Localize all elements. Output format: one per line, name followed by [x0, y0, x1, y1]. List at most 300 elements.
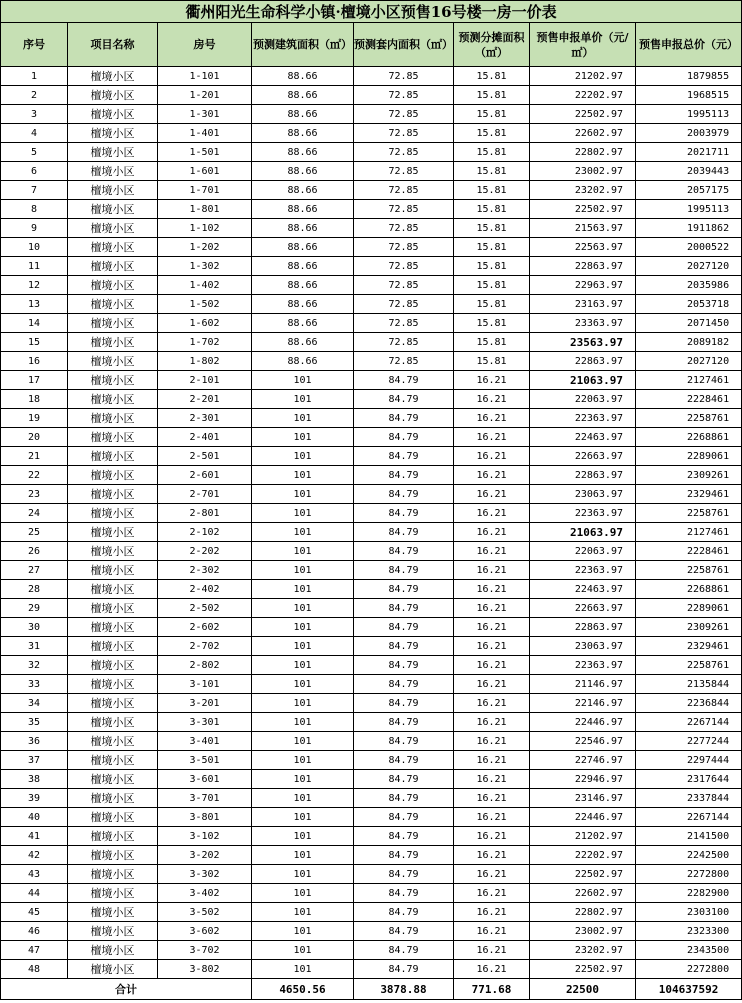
cell-project-name: 檀境小区 [68, 276, 158, 295]
table-row [1, 333, 742, 352]
cell-project-name: 檀境小区 [68, 143, 158, 162]
cell-inner-area: 84.79 [354, 884, 454, 903]
cell-index: 31 [1, 637, 68, 656]
cell-shared-area: 16.21 [454, 941, 530, 960]
cell-index: 48 [1, 960, 68, 979]
cell-shared-area: 15.81 [454, 314, 530, 333]
cell-index: 17 [1, 371, 68, 390]
table-row [1, 428, 742, 447]
cell-inner-area: 72.85 [354, 105, 454, 124]
cell-shared-area: 16.21 [454, 485, 530, 504]
cell-unit-price: 22802.97 [530, 903, 636, 922]
cell-unit-price: 22502.97 [530, 200, 636, 219]
cell-build-area: 88.66 [252, 238, 354, 257]
cell-room: 1-801 [158, 200, 252, 219]
cell-inner-area: 84.79 [354, 542, 454, 561]
cell-shared-area: 16.21 [454, 371, 530, 390]
cell-unit-price: 23002.97 [530, 162, 636, 181]
cell-inner-area: 84.79 [354, 409, 454, 428]
cell-index: 8 [1, 200, 68, 219]
cell-project-name: 檀境小区 [68, 466, 158, 485]
cell-build-area: 101 [252, 789, 354, 808]
cell-inner-area: 84.79 [354, 561, 454, 580]
cell-unit-price: 22446.97 [530, 713, 636, 732]
cell-inner-area: 84.79 [354, 675, 454, 694]
cell-index: 26 [1, 542, 68, 561]
cell-total-price: 2071450 [636, 314, 742, 333]
cell-inner-area: 72.85 [354, 219, 454, 238]
cell-total-price: 2039443 [636, 162, 742, 181]
cell-shared-area: 16.21 [454, 675, 530, 694]
cell-total-price: 2268861 [636, 428, 742, 447]
cell-project-name: 檀境小区 [68, 884, 158, 903]
cell-project-name: 檀境小区 [68, 200, 158, 219]
cell-shared-area: 16.21 [454, 656, 530, 675]
cell-total-price: 2329461 [636, 637, 742, 656]
cell-build-area: 101 [252, 960, 354, 979]
cell-room: 3-502 [158, 903, 252, 922]
cell-shared-area: 15.81 [454, 200, 530, 219]
cell-project-name: 檀境小区 [68, 333, 158, 352]
table-row [1, 295, 742, 314]
cell-total-price: 2000522 [636, 238, 742, 257]
cell-index: 40 [1, 808, 68, 827]
table-row [1, 618, 742, 637]
cell-inner-area: 72.85 [354, 276, 454, 295]
table-row [1, 580, 742, 599]
cell-index: 34 [1, 694, 68, 713]
cell-shared-area: 16.21 [454, 542, 530, 561]
cell-index: 46 [1, 922, 68, 941]
cell-inner-area: 84.79 [354, 827, 454, 846]
cell-total-price: 2343500 [636, 941, 742, 960]
cell-total-price: 2236844 [636, 694, 742, 713]
cell-unit-price: 22563.97 [530, 238, 636, 257]
cell-index: 12 [1, 276, 68, 295]
table-row [1, 162, 742, 181]
cell-project-name: 檀境小区 [68, 751, 158, 770]
cell-shared-area: 15.81 [454, 162, 530, 181]
cell-unit-price: 22863.97 [530, 618, 636, 637]
cell-room: 3-102 [158, 827, 252, 846]
cell-unit-price: 21063.97 [530, 523, 636, 542]
cell-project-name: 檀境小区 [68, 561, 158, 580]
table-row [1, 960, 742, 979]
cell-inner-area: 84.79 [354, 580, 454, 599]
cell-index: 28 [1, 580, 68, 599]
cell-project-name: 檀境小区 [68, 295, 158, 314]
cell-inner-area: 84.79 [354, 789, 454, 808]
totals-inner-area: 3878.88 [354, 979, 454, 1000]
cell-room: 2-802 [158, 656, 252, 675]
cell-project-name: 檀境小区 [68, 846, 158, 865]
cell-build-area: 88.66 [252, 181, 354, 200]
cell-index: 45 [1, 903, 68, 922]
table-row [1, 903, 742, 922]
cell-build-area: 88.66 [252, 257, 354, 276]
cell-index: 9 [1, 219, 68, 238]
cell-build-area: 101 [252, 485, 354, 504]
cell-shared-area: 16.21 [454, 618, 530, 637]
cell-unit-price: 23063.97 [530, 485, 636, 504]
cell-unit-price: 23202.97 [530, 941, 636, 960]
cell-project-name: 檀境小区 [68, 789, 158, 808]
cell-inner-area: 84.79 [354, 903, 454, 922]
cell-project-name: 檀境小区 [68, 827, 158, 846]
cell-total-price: 2329461 [636, 485, 742, 504]
cell-room: 3-401 [158, 732, 252, 751]
cell-unit-price: 22602.97 [530, 124, 636, 143]
cell-room: 3-601 [158, 770, 252, 789]
cell-build-area: 88.66 [252, 200, 354, 219]
cell-shared-area: 15.81 [454, 276, 530, 295]
cell-index: 43 [1, 865, 68, 884]
totals-unit-price: 22500 [530, 979, 636, 1000]
cell-total-price: 2127461 [636, 371, 742, 390]
table-row [1, 371, 742, 390]
cell-project-name: 檀境小区 [68, 219, 158, 238]
cell-index: 32 [1, 656, 68, 675]
cell-shared-area: 15.81 [454, 257, 530, 276]
table-row [1, 789, 742, 808]
cell-inner-area: 84.79 [354, 808, 454, 827]
cell-project-name: 檀境小区 [68, 694, 158, 713]
cell-shared-area: 16.21 [454, 466, 530, 485]
cell-inner-area: 72.85 [354, 200, 454, 219]
cell-index: 21 [1, 447, 68, 466]
cell-build-area: 101 [252, 827, 354, 846]
cell-inner-area: 84.79 [354, 637, 454, 656]
cell-inner-area: 84.79 [354, 941, 454, 960]
cell-index: 47 [1, 941, 68, 960]
cell-room: 2-101 [158, 371, 252, 390]
cell-unit-price: 22863.97 [530, 257, 636, 276]
cell-unit-price: 23002.97 [530, 922, 636, 941]
table-row [1, 941, 742, 960]
cell-shared-area: 16.21 [454, 751, 530, 770]
cell-room: 2-701 [158, 485, 252, 504]
cell-project-name: 檀境小区 [68, 770, 158, 789]
cell-build-area: 88.66 [252, 333, 354, 352]
cell-inner-area: 84.79 [354, 846, 454, 865]
cell-total-price: 2242500 [636, 846, 742, 865]
header-index: 序号 [1, 23, 68, 67]
cell-index: 20 [1, 428, 68, 447]
cell-project-name: 檀境小区 [68, 409, 158, 428]
cell-index: 22 [1, 466, 68, 485]
totals-label: 合计 [1, 979, 252, 1000]
cell-room: 2-402 [158, 580, 252, 599]
cell-project-name: 檀境小区 [68, 618, 158, 637]
cell-index: 39 [1, 789, 68, 808]
cell-build-area: 101 [252, 599, 354, 618]
cell-project-name: 檀境小区 [68, 238, 158, 257]
cell-room: 1-401 [158, 124, 252, 143]
cell-room: 2-301 [158, 409, 252, 428]
cell-room: 1-802 [158, 352, 252, 371]
cell-unit-price: 22202.97 [530, 86, 636, 105]
cell-index: 10 [1, 238, 68, 257]
cell-total-price: 2337844 [636, 789, 742, 808]
cell-total-price: 1995113 [636, 105, 742, 124]
cell-shared-area: 16.21 [454, 922, 530, 941]
cell-unit-price: 23163.97 [530, 295, 636, 314]
cell-index: 1 [1, 67, 68, 86]
totals-row [1, 979, 742, 1000]
cell-project-name: 檀境小区 [68, 485, 158, 504]
cell-project-name: 檀境小区 [68, 447, 158, 466]
cell-room: 3-101 [158, 675, 252, 694]
cell-project-name: 檀境小区 [68, 428, 158, 447]
cell-unit-price: 23363.97 [530, 314, 636, 333]
cell-shared-area: 15.81 [454, 86, 530, 105]
table-row [1, 770, 742, 789]
cell-inner-area: 72.85 [354, 333, 454, 352]
table-row [1, 219, 742, 238]
cell-room: 1-501 [158, 143, 252, 162]
cell-index: 11 [1, 257, 68, 276]
table-row [1, 542, 742, 561]
cell-shared-area: 16.21 [454, 884, 530, 903]
cell-total-price: 1995113 [636, 200, 742, 219]
cell-shared-area: 15.81 [454, 238, 530, 257]
cell-shared-area: 16.21 [454, 561, 530, 580]
cell-total-price: 2317644 [636, 770, 742, 789]
cell-unit-price: 22146.97 [530, 694, 636, 713]
cell-room: 3-501 [158, 751, 252, 770]
cell-total-price: 2289061 [636, 447, 742, 466]
cell-build-area: 101 [252, 903, 354, 922]
cell-build-area: 101 [252, 713, 354, 732]
cell-total-price: 2089182 [636, 333, 742, 352]
cell-project-name: 檀境小区 [68, 656, 158, 675]
cell-project-name: 檀境小区 [68, 922, 158, 941]
cell-room: 1-502 [158, 295, 252, 314]
cell-build-area: 88.66 [252, 67, 354, 86]
cell-unit-price: 21146.97 [530, 675, 636, 694]
table-body [1, 67, 742, 979]
table-row [1, 409, 742, 428]
cell-total-price: 1879855 [636, 67, 742, 86]
cell-total-price: 2297444 [636, 751, 742, 770]
cell-room: 3-702 [158, 941, 252, 960]
cell-build-area: 101 [252, 447, 354, 466]
cell-shared-area: 15.81 [454, 352, 530, 371]
cell-room: 3-402 [158, 884, 252, 903]
cell-inner-area: 72.85 [354, 295, 454, 314]
cell-room: 2-401 [158, 428, 252, 447]
cell-room: 2-501 [158, 447, 252, 466]
cell-build-area: 101 [252, 694, 354, 713]
cell-index: 35 [1, 713, 68, 732]
cell-project-name: 檀境小区 [68, 181, 158, 200]
cell-shared-area: 16.21 [454, 713, 530, 732]
cell-shared-area: 15.81 [454, 67, 530, 86]
cell-project-name: 檀境小区 [68, 314, 158, 333]
cell-inner-area: 84.79 [354, 732, 454, 751]
cell-index: 44 [1, 884, 68, 903]
cell-index: 5 [1, 143, 68, 162]
cell-inner-area: 72.85 [354, 181, 454, 200]
cell-build-area: 101 [252, 846, 354, 865]
cell-unit-price: 22202.97 [530, 846, 636, 865]
cell-index: 30 [1, 618, 68, 637]
cell-index: 38 [1, 770, 68, 789]
cell-build-area: 88.66 [252, 314, 354, 333]
cell-unit-price: 21063.97 [530, 371, 636, 390]
cell-shared-area: 15.81 [454, 333, 530, 352]
cell-unit-price: 22802.97 [530, 143, 636, 162]
page-title: 衢州阳光生命科学小镇·檀境小区预售16号楼一房一价表 [1, 1, 742, 23]
cell-index: 16 [1, 352, 68, 371]
cell-index: 7 [1, 181, 68, 200]
cell-inner-area: 72.85 [354, 67, 454, 86]
cell-inner-area: 84.79 [354, 504, 454, 523]
cell-project-name: 檀境小区 [68, 865, 158, 884]
cell-shared-area: 16.21 [454, 504, 530, 523]
header-shared-area: 预测分摊面积（㎡） [454, 23, 530, 67]
cell-inner-area: 72.85 [354, 124, 454, 143]
cell-project-name: 檀境小区 [68, 162, 158, 181]
cell-build-area: 88.66 [252, 124, 354, 143]
header-unit-price: 预售申报单价（元/㎡） [530, 23, 636, 67]
table-row [1, 827, 742, 846]
cell-room: 3-302 [158, 865, 252, 884]
cell-shared-area: 16.21 [454, 789, 530, 808]
cell-project-name: 檀境小区 [68, 713, 158, 732]
cell-total-price: 2003979 [636, 124, 742, 143]
table-row [1, 181, 742, 200]
cell-shared-area: 16.21 [454, 390, 530, 409]
cell-build-area: 101 [252, 770, 354, 789]
cell-total-price: 2309261 [636, 466, 742, 485]
cell-total-price: 2277244 [636, 732, 742, 751]
cell-room: 2-601 [158, 466, 252, 485]
cell-project-name: 檀境小区 [68, 580, 158, 599]
cell-index: 14 [1, 314, 68, 333]
cell-room: 2-801 [158, 504, 252, 523]
cell-project-name: 檀境小区 [68, 808, 158, 827]
cell-index: 33 [1, 675, 68, 694]
cell-project-name: 檀境小区 [68, 675, 158, 694]
cell-unit-price: 23563.97 [530, 333, 636, 352]
cell-total-price: 2267144 [636, 713, 742, 732]
cell-unit-price: 23202.97 [530, 181, 636, 200]
table-row [1, 884, 742, 903]
cell-total-price: 2027120 [636, 352, 742, 371]
cell-shared-area: 16.21 [454, 846, 530, 865]
cell-total-price: 2258761 [636, 561, 742, 580]
cell-room: 1-601 [158, 162, 252, 181]
cell-build-area: 101 [252, 865, 354, 884]
cell-unit-price: 22863.97 [530, 352, 636, 371]
cell-shared-area: 16.21 [454, 409, 530, 428]
cell-build-area: 101 [252, 409, 354, 428]
cell-unit-price: 22363.97 [530, 561, 636, 580]
cell-build-area: 101 [252, 618, 354, 637]
cell-shared-area: 16.21 [454, 694, 530, 713]
cell-inner-area: 84.79 [354, 922, 454, 941]
cell-index: 27 [1, 561, 68, 580]
cell-total-price: 2267144 [636, 808, 742, 827]
cell-shared-area: 16.21 [454, 808, 530, 827]
cell-build-area: 101 [252, 637, 354, 656]
cell-room: 1-301 [158, 105, 252, 124]
cell-inner-area: 72.85 [354, 162, 454, 181]
cell-project-name: 檀境小区 [68, 371, 158, 390]
cell-inner-area: 84.79 [354, 523, 454, 542]
cell-build-area: 101 [252, 561, 354, 580]
cell-unit-price: 22363.97 [530, 504, 636, 523]
cell-index: 41 [1, 827, 68, 846]
cell-unit-price: 23146.97 [530, 789, 636, 808]
cell-build-area: 101 [252, 371, 354, 390]
cell-unit-price: 23063.97 [530, 637, 636, 656]
cell-index: 23 [1, 485, 68, 504]
cell-build-area: 88.66 [252, 143, 354, 162]
cell-unit-price: 21202.97 [530, 827, 636, 846]
cell-project-name: 檀境小区 [68, 86, 158, 105]
table-row [1, 808, 742, 827]
cell-inner-area: 84.79 [354, 466, 454, 485]
cell-room: 1-102 [158, 219, 252, 238]
cell-total-price: 2289061 [636, 599, 742, 618]
cell-unit-price: 22946.97 [530, 770, 636, 789]
cell-unit-price: 22663.97 [530, 447, 636, 466]
cell-total-price: 2228461 [636, 390, 742, 409]
cell-inner-area: 72.85 [354, 143, 454, 162]
cell-unit-price: 22502.97 [530, 105, 636, 124]
cell-shared-area: 16.21 [454, 732, 530, 751]
cell-total-price: 2057175 [636, 181, 742, 200]
table-row [1, 200, 742, 219]
cell-inner-area: 84.79 [354, 713, 454, 732]
cell-room: 2-302 [158, 561, 252, 580]
cell-shared-area: 16.21 [454, 637, 530, 656]
cell-inner-area: 84.79 [354, 428, 454, 447]
cell-shared-area: 16.21 [454, 447, 530, 466]
cell-shared-area: 15.81 [454, 219, 530, 238]
cell-total-price: 2309261 [636, 618, 742, 637]
cell-room: 2-102 [158, 523, 252, 542]
cell-build-area: 101 [252, 884, 354, 903]
table-row [1, 675, 742, 694]
cell-index: 2 [1, 86, 68, 105]
totals-shared-area: 771.68 [454, 979, 530, 1000]
cell-total-price: 2258761 [636, 504, 742, 523]
cell-room: 1-701 [158, 181, 252, 200]
table-row [1, 276, 742, 295]
table-row [1, 466, 742, 485]
cell-build-area: 88.66 [252, 352, 354, 371]
cell-inner-area: 84.79 [354, 770, 454, 789]
cell-build-area: 88.66 [252, 86, 354, 105]
cell-unit-price: 21202.97 [530, 67, 636, 86]
cell-unit-price: 22463.97 [530, 428, 636, 447]
table-row [1, 352, 742, 371]
table-row [1, 390, 742, 409]
cell-build-area: 101 [252, 580, 354, 599]
table-row [1, 865, 742, 884]
cell-unit-price: 22502.97 [530, 960, 636, 979]
cell-total-price: 2021711 [636, 143, 742, 162]
table-row [1, 67, 742, 86]
cell-room: 3-202 [158, 846, 252, 865]
cell-inner-area: 84.79 [354, 599, 454, 618]
cell-index: 13 [1, 295, 68, 314]
cell-inner-area: 84.79 [354, 485, 454, 504]
cell-room: 3-801 [158, 808, 252, 827]
